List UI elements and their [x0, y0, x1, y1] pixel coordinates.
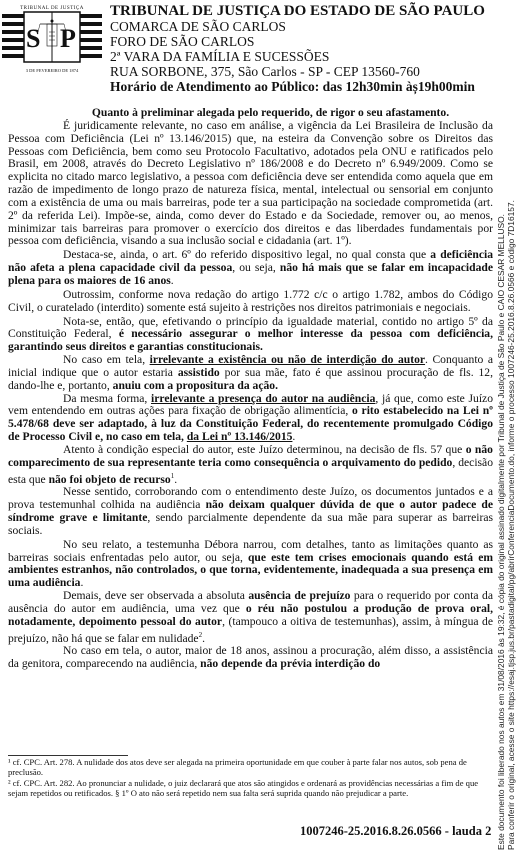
- text-run: No seu relato, a testemunha Débora narrou, com detalhes, tanto as limitações quanto as barreiras sociais enfrentadas pelo autor, ou seja,: [8, 537, 493, 564]
- text-run: , já que, como este Juízo vem entendendo em outras ações para fixação de obrigação alimentícia,: [8, 391, 493, 418]
- logo-top-text: TRIBUNAL DE JUSTIÇA: [20, 6, 84, 11]
- section-title: Quanto à preliminar alegada pelo requerido, de rigor o seu afastamento.: [91, 106, 450, 119]
- text-run: Destaca-se, ainda, o art. 6º do referido dispositivo legal, no qual consta que: [63, 248, 431, 262]
- footnote-2: ² cf. CPC. Art. 282. Ao pronunciar a nulidade, o juiz declarará que atos são atingidos e ordenará as providências necessárias a fim de que sejam repetidos ou retificados. § 1º O ato não será repetido nem sua falta será suprida quando não prejudicar a parte.: [8, 778, 479, 798]
- text-run: . Conquanto a inicial indique que o autor estaria: [8, 353, 493, 379]
- text-run: Da mesma forma,: [63, 391, 152, 405]
- paragraph-7: [8, 444, 493, 486]
- paragraph-10: [8, 590, 493, 645]
- paragraph-5: [8, 354, 493, 393]
- footnote-1: ¹ cf. CPC. Art. 278. A nulidade dos atos deve ser alegada na primeira oportunidade em que couber à parte falar nos autos, sob pena de preclusão.: [8, 757, 467, 777]
- paragraph-2: [8, 249, 493, 288]
- stamp-line-2: Para conferir o original, acesse o site https://esaj.tjsp.jus.br/pastadigital/pg/abrirConferenciaDocumento.do, informe o processo 1007246-25.2016.8.26.0566 e código 7D16157.: [506, 200, 516, 850]
- text-run: Nota-se, então, que, efetivando o princípio da igualdade material, contido no artigo 5º da Constituição Federal,: [8, 314, 493, 341]
- bold-run: é necessário assegurar o melhor interesse da pessoa com deficiência, garantindo seus direitos e garantias constitucionais.: [8, 327, 493, 354]
- vara: 2ª VARA DA FAMÍLIA E SUCESSÕES: [110, 49, 330, 64]
- bold-run: o não comparecimento de sua representante teria como consequência o arquivamento do pedido: [8, 442, 493, 469]
- bold-run: o réu não postulou a produção de prova oral, notadamente, depoimento pessoal do autor: [8, 601, 494, 628]
- bold-underline-run: irrelevante a existência ou não de interdição do autor: [149, 353, 426, 367]
- court-logo: [2, 2, 102, 84]
- text-run: Atento à condição especial do autor, este Juízo determinou, na decisão de fls. 57 que: [63, 442, 466, 456]
- opening-hours: Horário de Atendimento ao Público: das 12h30min àș19h00min: [110, 79, 475, 94]
- text-run: , (tampouco a oitiva de testemunhas), assim, à míngua de prejuízo, não há que se falar em nulidade: [8, 614, 493, 645]
- bold-run: não deixam qualquer dúvida de que o autor padece de síndrome grave e limitante: [8, 498, 493, 525]
- footnote-ref: 1: [170, 471, 175, 480]
- footnotes: [8, 757, 493, 799]
- paragraph-4: [8, 316, 493, 355]
- text-run: Nesse sentido, corroborando com o entendimento deste Juízo, os documentos juntados e a prova testemunhal colhida na audiência: [8, 485, 493, 512]
- text-run: , ou seja,: [232, 261, 280, 275]
- footnote-ref: 2: [198, 630, 203, 639]
- text-run: , decisão esta que: [8, 455, 494, 486]
- bold-run: não depende da prévia interdição do: [200, 657, 381, 671]
- paragraph-9: [8, 539, 493, 590]
- bold-run: anuiu com a propositura da ação.: [112, 378, 278, 392]
- page-reference: 1007246-25.2016.8.26.0566 - lauda 2: [300, 824, 492, 838]
- text-run: , sendo parcialmente dependente da sua mãe para superar as barreiras sociais.: [8, 511, 494, 537]
- foro: FORO DE SÃO CARLOS: [110, 34, 255, 49]
- logo-letter-s: S: [26, 24, 41, 53]
- text-run: .: [202, 631, 205, 645]
- text-run: por sua mãe, fato é que assinou procuração de fls. 12, dando-lhe e, portanto,: [8, 365, 493, 392]
- paragraph-6: [8, 393, 493, 444]
- bold-run: a deficiência não afeta a plena capacidade civil da pessoa: [8, 248, 493, 275]
- paragraph-1: É juridicamente relevante, no caso em análise, a vigência da Lei Brasileira de Inclusão da Pessoa com Deficiência (Lei nº 13.146/2015) que, na esteira da Convenção sobre os Direitos das Pessoas com Deficiência, bem como seu Protocolo Facultativo, adotados pela ONU e ratificados pelo Brasil, em 2008, através do Decreto Legislativo nº 186/2008 e do Decreto nº 6.949/2009. Como se explicita no citado marco legislativo, a pessoa com deficiência deve ser entendida como aquela que em razão de impedimento de longo prazo de natureza física, mental, intelectual ou sensorial em conjunto com a existência de uma ou mais barreiras, pode ter a sua participação na sociedade comprometida (art. 2º da referida Lei). Impõe-se, ainda, como dever do Estado e da Sociedade, remover ou, ao menos, minimizar tais barreiras para promover o exercício dos direitos e das liberdades fundamentais por pessoa com deficiência, visando a sua inclusão social e cidadania (art. 1º).: [8, 118, 493, 248]
- footnote-divider: [8, 755, 128, 756]
- court-header: [110, 4, 490, 94]
- paragraph-8: [8, 486, 493, 537]
- logo-letter-p: P: [60, 24, 76, 53]
- text-run: para o requerido por conta da ausência do autor em audiência, uma vez que: [8, 589, 493, 615]
- paragraph-3: Outrossim, conforme nova redação do artigo 1.772 c/c o artigo 1.782, ambos do Código Civil, o curatelado (interdito) somente está sujeito à restrições nos direitos patrimoniais e negociais.: [8, 287, 493, 314]
- bold-run: que este tem crises emocionais quando está em ambientes estranhos, não controlados, o que torna, evidentemente, inadequada a sua presença em uma audiência: [8, 550, 493, 590]
- text-run: .: [174, 472, 178, 486]
- bold-run: o rito estabelecido na Lei nº 5.478/68 deve ser adaptado, à luz da Constituição Federal, do recentemente promulgado Código de Processo Civil e, no caso em tela,: [8, 404, 493, 444]
- logo-date: 3 DE FEVEREIRO DE 1874: [25, 68, 79, 73]
- digital-signature-stamp: [496, 5, 516, 850]
- text-run: No caso em tela,: [63, 353, 150, 367]
- document-body: [8, 107, 493, 671]
- court-name: TRIBUNAL DE JUSTIÇA DO ESTADO DE SÃO PAULO: [110, 3, 485, 19]
- bold-run: ausência de prejuízo: [248, 589, 351, 603]
- bold-run: não há mais que se falar em incapacidade plena para os maiores de 16 anos: [8, 261, 493, 287]
- bold-underline-run: da Lei nº 13.146/2015: [186, 430, 293, 444]
- comarca: COMARCA DE SÃO CARLOS: [110, 19, 286, 34]
- text-run: Demais, deve ser observada a absoluta: [63, 589, 249, 603]
- text-run: .: [170, 273, 174, 287]
- bold-underline-run: irrelevante a presença do autor na audiência: [151, 391, 376, 405]
- text-run: No caso em tela, o autor, maior de 18 anos, assinou a procuração, além disso, a assistência da genitora, comparecendo na audiência,: [8, 644, 493, 671]
- bold-run: assistido: [177, 365, 220, 379]
- text-run: .: [292, 430, 296, 444]
- paragraph-11: [8, 645, 493, 671]
- bold-run: não foi objeto de recurso: [48, 472, 171, 486]
- stamp-line-1: Este documento foi liberado nos autos em 31/08/2016 às 19:32, é cópia do original assinado digitalmente por Tribunal de Justiça de São Paulo e CAIO CESAR MELLUSO.: [496, 214, 506, 850]
- text-run: .: [80, 576, 84, 590]
- address: RUA SORBONE, 375, São Carlos - SP - CEP 13560-760: [110, 64, 420, 79]
